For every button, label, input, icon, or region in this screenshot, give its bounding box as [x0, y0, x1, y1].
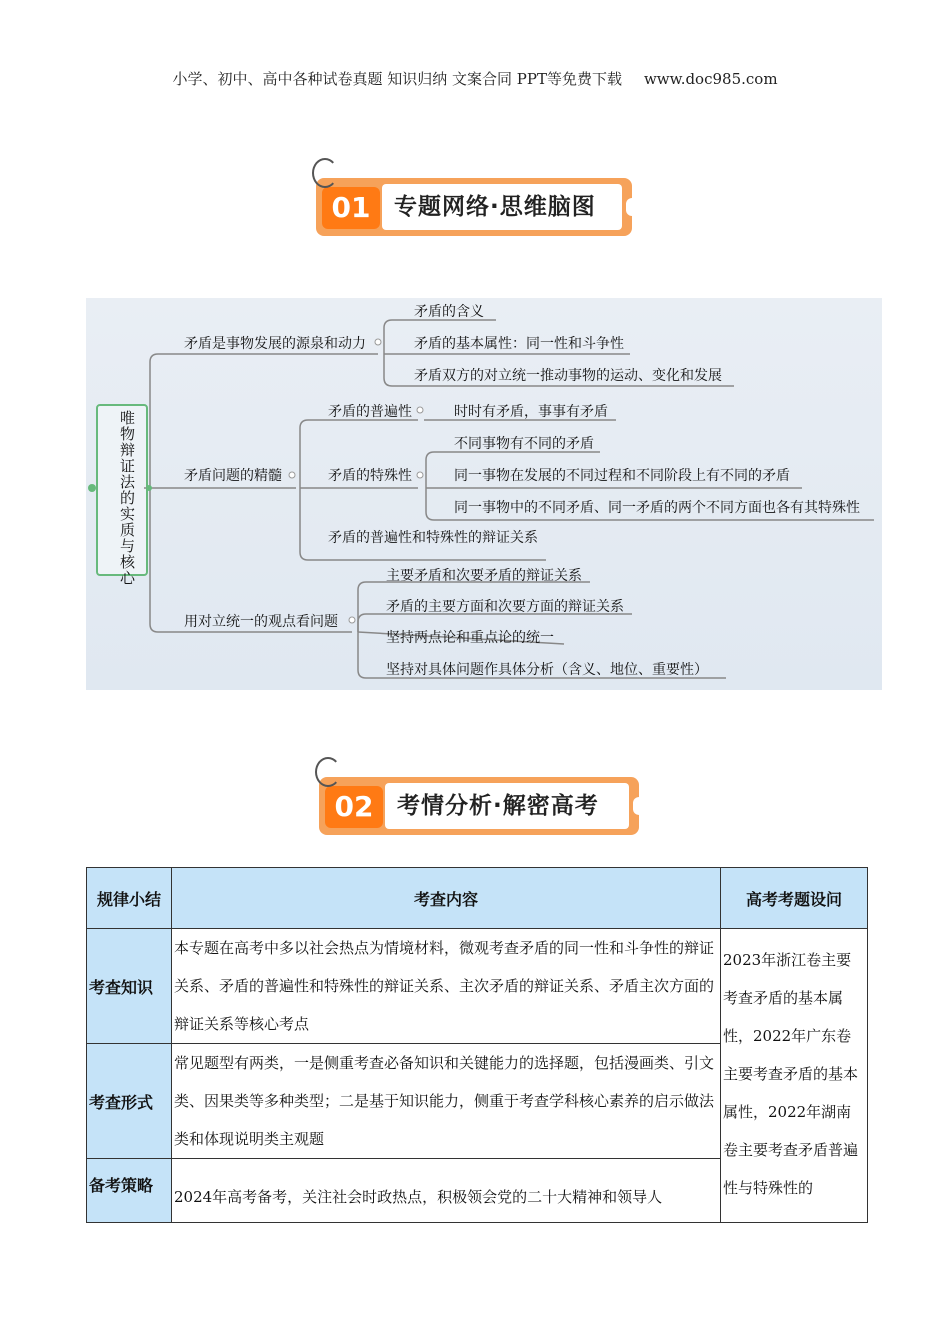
- section1-title: 专题网络·思维脑图: [394, 194, 596, 220]
- branch-2-sub-2-child-1: 不同事物有不同的矛盾: [454, 436, 594, 452]
- page-header: [0, 68, 950, 89]
- branch-2-sub-3: 矛盾的普遍性和特殊性的辩证关系: [328, 530, 538, 546]
- branch-1-label: 矛盾是事物发展的源泉和动力: [184, 336, 366, 352]
- branch-3-child-1: 主要矛盾和次要矛盾的辩证关系: [386, 568, 582, 584]
- table-header: 高考考题设问: [721, 868, 868, 929]
- row-label: 考查形式: [87, 1044, 172, 1159]
- branch-2-sub-2-child-3: 同一事物中的不同矛盾、同一矛盾的两个不同方面也各有其特殊性: [454, 500, 860, 516]
- table-header-row: [87, 868, 868, 929]
- exam-question-cell: 2023年浙江卷主要考查矛盾的基本属性，2022年广东卷主要考查矛盾的基本属性，2022年湖南卷主要考查矛盾普遍性与特殊性的: [721, 929, 868, 1223]
- branch-1-child-1: 矛盾的含义: [414, 304, 484, 320]
- header-url[interactable]: www.doc985.com: [643, 70, 778, 88]
- branch-2-sub-2: 矛盾的特殊性: [328, 468, 412, 484]
- branch-2-label: 矛盾问题的精髓: [184, 468, 282, 484]
- branch-3-child-4: 坚持对具体问题作具体分析（含义、地位、重要性）: [386, 662, 708, 678]
- branch-3-child-3: 坚持两点论和重点论的统一: [386, 630, 554, 646]
- mindmap-root: 唯物辩证法的实质与核心: [118, 410, 136, 586]
- table-row: [87, 929, 868, 1044]
- branch-2-sub-2-child-2: 同一事物在发展的不同过程和不同阶段上有不同的矛盾: [454, 468, 790, 484]
- ring-icon: [312, 158, 338, 188]
- mindmap: [86, 298, 882, 690]
- mindmap-lines: [86, 298, 882, 690]
- expand-icon[interactable]: [88, 484, 152, 492]
- branch-2-sub-1: 矛盾的普遍性: [328, 404, 412, 420]
- branch-2-sub-1-child: 时时有矛盾，事事有矛盾: [454, 404, 608, 420]
- row-label: 备考策略: [87, 1159, 172, 1223]
- section1-banner: [316, 178, 632, 236]
- banner-notch: [626, 198, 638, 216]
- exam-analysis-table: [86, 867, 868, 1223]
- ring-icon: [315, 757, 341, 787]
- header-text: 小学、初中、高中各种试卷真题 知识归纳 文案合同 PPT等免费下载: [172, 70, 622, 88]
- branch-1-child-2: 矛盾的基本属性：同一性和斗争性: [414, 336, 624, 352]
- banner-notch: [633, 797, 645, 815]
- row-label: 考查知识: [87, 929, 172, 1044]
- branch-3-child-2: 矛盾的主要方面和次要方面的辩证关系: [386, 599, 624, 615]
- row-content: 本专题在高考中多以社会热点为情境材料，微观考查矛盾的同一性和斗争性的辩证关系、矛盾的普遍性和特殊性的辩证关系、主次矛盾的辩证关系、矛盾主次方面的辩证关系等核心考点: [172, 929, 721, 1044]
- section1-number: 01: [322, 187, 380, 229]
- branch-3-label: 用对立统一的观点看问题: [184, 614, 338, 630]
- section2-title: 考情分析·解密高考: [397, 793, 599, 819]
- row-content: 2024年高考备考，关注社会时政热点，积极领会党的二十大精神和领导人: [172, 1159, 721, 1223]
- section2-banner: [319, 777, 639, 835]
- section2-number: 02: [325, 786, 383, 828]
- row-content: 常见题型有两类，一是侧重考查必备知识和关键能力的选择题，包括漫画类、引文类、因果类等多种类型；二是基于知识能力，侧重于考查学科核心素养的启示做法类和体现说明类主观题: [172, 1044, 721, 1159]
- table-header: 考查内容: [172, 868, 721, 929]
- branch-1-child-3: 矛盾双方的对立统一推动事物的运动、变化和发展: [414, 368, 722, 384]
- table-header: 规律小结: [87, 868, 172, 929]
